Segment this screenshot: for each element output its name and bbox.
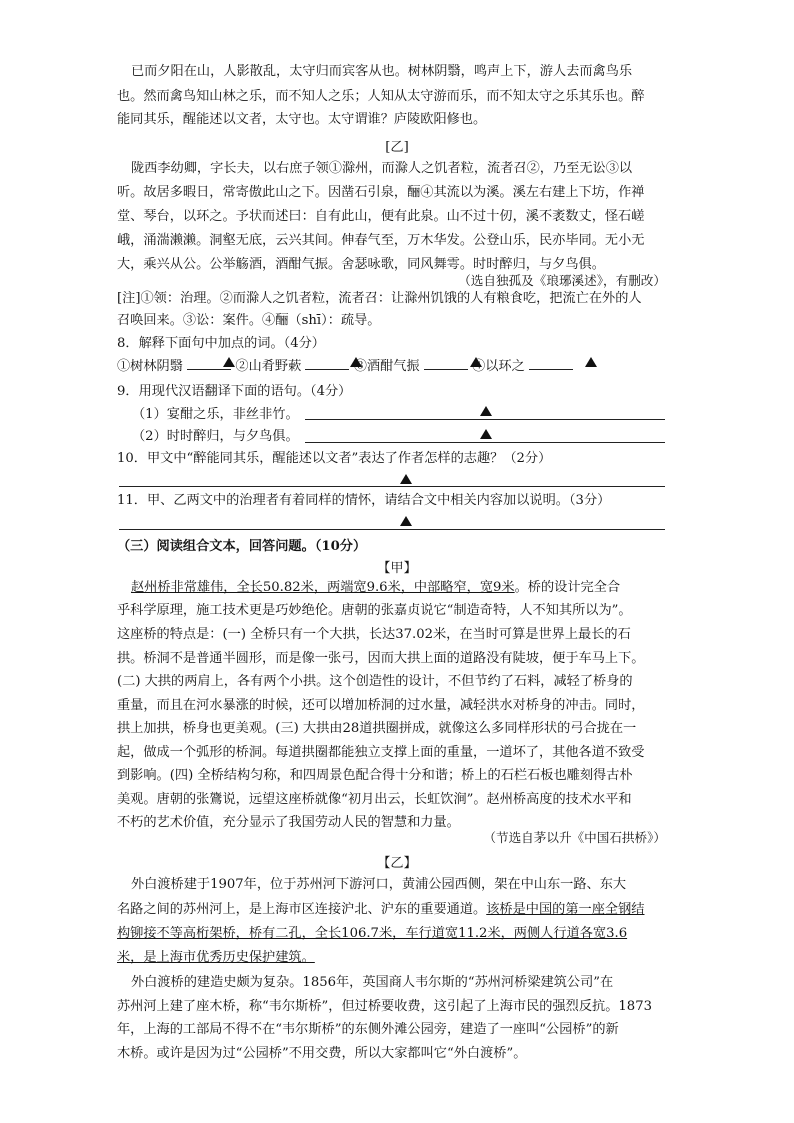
q8-item-3: ③酒酣气振 xyxy=(353,359,420,374)
zhaozhou-line-4: 拱。桥洞不是普通半圆形，而是像一张弓，因而大拱上面的道路没有陡坡，便于车马上下。 xyxy=(117,651,645,666)
answer-marker-icon xyxy=(480,406,492,416)
zhaozhou-line-10: 美观。唐朝的张鷟说，远望这座桥就像“初月出云，长虹饮涧”。赵州桥高度的技术水平和 xyxy=(117,792,632,807)
answer-marker-icon xyxy=(400,474,412,484)
waibaidu-line-7: 年，上海的工部局不得不在“韦尔斯桥”的东侧外滩公园旁，建造了一座叫“公园桥”的新 xyxy=(117,1022,619,1037)
q11-stem: 11．甲、乙两文中的治理者有着同样的情怀，请结合文中相关内容加以说明。（3分） xyxy=(117,493,611,508)
waibaidu-underlined-2: 构铆接不等高桁架桥，桥有二孔，全长106.7米，车行道宽11.2米，两侧人行道各宽3.6 xyxy=(117,926,628,941)
waibaidu-line-6: 苏州河上建了座木桥，称“韦尔斯桥”，但过桥要收费，这引起了上海市民的强烈反抗。1873 xyxy=(117,999,652,1014)
q8-item-2: ②山肴野蔌 xyxy=(235,359,302,374)
jia-line-1: 已而夕阳在山，人影散乱，太守归而宾客从也。树林阴翳，鸣声上下，游人去而禽鸟乐 xyxy=(131,64,633,79)
waibaidu-line-2 xyxy=(117,902,645,918)
zhaozhou-line-8: 起，做成一个弧形的桥洞。每道拱圈都能独立支撑上面的重量，一道坏了，其他各道不致受 xyxy=(117,745,645,760)
jia-line-3: 能同其乐，醒能述以文者，太守也。太守谓谁？庐陵欧阳修也。 xyxy=(117,112,487,127)
yi-line-3: 堂、琴台，以环之。予状而述曰：自有此山，便有此泉。山不过十仞，溪不袤数丈，怪石嵯 xyxy=(117,209,645,224)
zhaozhou-source: （节选自茅以升《中国石拱桥》） xyxy=(483,830,666,845)
answer-marker-icon xyxy=(470,357,482,367)
q8-blank-2[interactable] xyxy=(305,357,349,370)
answer-marker-icon xyxy=(400,516,412,526)
q11-answer-line[interactable] xyxy=(119,529,665,530)
zhaozhou-line-9: 到影响。(四) 全桥结构匀称，和四周景色配合得十分和谐；桥上的石栏石板也雕刻得古朴 xyxy=(117,768,633,783)
q8-blank-4[interactable] xyxy=(529,357,573,370)
zhaozhou-line-2: 乎科学原理，施工技术更是巧妙绝伦。唐朝的张嘉贞说它“制造奇特，人不知其所以为”。 xyxy=(117,603,632,618)
waibaidu-line-5: 外白渡桥的建造史颇为复杂。1856年，英国商人韦尔斯的“苏州河桥梁建筑公司”在 xyxy=(131,975,614,990)
waibaidu-line-2-start: 名路之间的苏州河上，是上海市区连接沪北、沪东的重要通道。 xyxy=(117,902,487,917)
zhaozhou-line-5: (二) 大拱的两肩上，各有两个小拱。这个创造性的设计，不但节约了石料，减轻了桥身的 xyxy=(117,674,633,689)
zhaozhou-line-1-rest: 。桥的设计完全合 xyxy=(514,580,621,595)
q8-stem: 8．解释下面句中加点的词。（4分） xyxy=(117,336,325,351)
waibaidu-underlined-1: 该桥是中国的第一座全钢结 xyxy=(486,902,645,917)
waibaidu-line-8: 木桥。或许是因为过“公园桥”不用交费，所以大家都叫它“外白渡桥”。 xyxy=(117,1046,527,1061)
yi-line-2: 听。故居多暇日，常寄傲此山之下。因凿石引泉，酾④其流以为溪。溪左右建上下坊，作禅 xyxy=(117,185,645,200)
section-3-title: （三）阅读组合文本，回答问题。（10分） xyxy=(117,539,367,554)
notes-line-1: [注]①领：治理。②而滁人之饥者粒，流者召：让滁州饥饿的人有粮食吃，把流亡在外的人 xyxy=(117,291,642,306)
answer-marker-icon xyxy=(480,429,492,439)
q9-answer-line-2[interactable] xyxy=(305,442,665,443)
q9-stem: 9．用现代汉语翻译下面的语句。（4分） xyxy=(117,384,352,399)
q9-sentence-1: （1）宴酣之乐，非丝非竹。 xyxy=(132,407,299,422)
q8-items xyxy=(117,357,573,375)
notes-line-2: 召唤回来。③讼：案件。④酾（shī）：疏导。 xyxy=(117,313,381,328)
answer-marker-icon xyxy=(350,357,362,367)
zhaozhou-line-7: 拱上加拱，桥身也更美观。(三) 大拱由28道拱圈拼成，就像这么多同样形状的弓合拢在一 xyxy=(117,721,637,736)
part-jia-heading: 【甲】 xyxy=(377,561,417,576)
q8-item-1: ①树林阴翳 xyxy=(117,359,183,374)
jia-line-2: 也。然而禽鸟知山林之乐，而不知人之乐；人知从太守游而乐，而不知太守之乐其乐也。醉 xyxy=(117,89,645,104)
q10-stem: 10．甲文中“醉能同其乐，醒能述以文者”表达了作者怎样的志趣？（2分） xyxy=(117,451,552,466)
q9-answer-line-1[interactable] xyxy=(305,419,665,420)
q8-item-4: ④以环之 xyxy=(472,359,525,374)
answer-marker-icon xyxy=(585,357,597,367)
answer-marker-icon xyxy=(223,357,235,367)
waibaidu-line-1: 外白渡桥建于1907年，位于苏州河下游河口，黄浦公园西侧，架在中山东一路、东大 xyxy=(131,877,627,892)
waibaidu-underlined-3: 米，是上海市优秀历史保护建筑。 xyxy=(117,950,315,965)
yi-line-4: 峨，涌湍濑濑。洞壑无底，云兴其间。伸春气至，万木华发。公登山乐，民亦毕同。无小无 xyxy=(117,233,645,248)
q8-blank-3[interactable] xyxy=(424,357,468,370)
yi-source: （选自独孤及《琅琊溪述》，有删改） xyxy=(458,273,666,288)
yi-line-1: 陇西李幼卿，字长夫，以右庶子领①滁州，而滁人之饥者粒，流者召②，乃至无讼③以 xyxy=(131,161,633,176)
yi-heading: [乙] xyxy=(385,140,409,155)
zhaozhou-line-6: 重量，而且在河水暴涨的时候，还可以增加桥洞的过水量，减轻洪水对桥身的冲击。同时， xyxy=(117,698,645,713)
part-yi-heading: 【乙】 xyxy=(377,856,417,871)
zhaozhou-line-11: 不朽的艺术价值，充分显示了我国劳动人民的智慧和力量。 xyxy=(117,815,460,830)
zhaozhou-underlined: 赵州桥非常雄伟，全长50.82米，两端宽9.6米，中部略窄，宽9米 xyxy=(131,580,515,595)
q9-sentence-2: （2）时时醉归，与夕鸟俱。 xyxy=(132,429,299,444)
zhaozhou-line-3: 这座桥的特点是：(一) 全桥只有一个大拱，长达37.02米，在当时可算是世界上最长的石 xyxy=(117,627,631,642)
zhaozhou-line-1 xyxy=(131,580,620,596)
q10-answer-line[interactable] xyxy=(119,486,665,487)
yi-line-5: 大，乘兴从公。公举觞酒，酒酣气振。舍瑟咏歌，同风舞雩。时时醉归，与夕鸟俱。 xyxy=(117,257,605,272)
